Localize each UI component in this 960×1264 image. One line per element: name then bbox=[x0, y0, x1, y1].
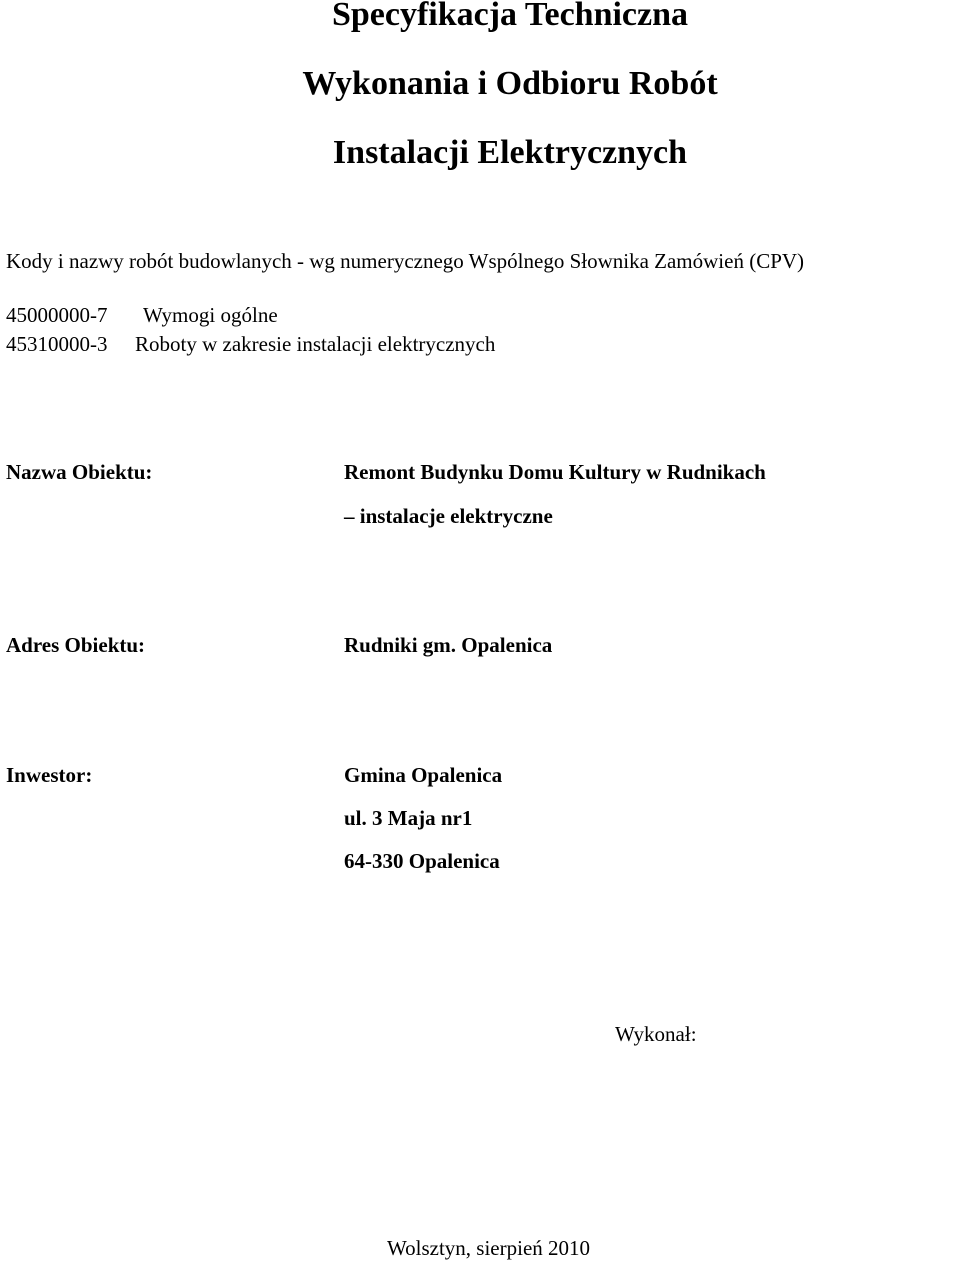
object-address-label: Adres Obiektu: bbox=[6, 633, 146, 657]
investor-line-1: Gmina Opalenica bbox=[344, 763, 503, 787]
title-line-3: Instalacji Elektrycznych bbox=[332, 134, 688, 171]
investor-line-2: ul. 3 Maja nr1 bbox=[344, 806, 473, 830]
investor-label: Inwestor: bbox=[6, 763, 93, 787]
cpv-name-2: Roboty w zakresie instalacji elektrycznych bbox=[135, 332, 496, 356]
object-name-line-2: – instalacje elektryczne bbox=[344, 504, 553, 528]
author-label: Wykonał: bbox=[615, 1022, 697, 1046]
object-address-value: Rudniki gm. Opalenica bbox=[344, 633, 553, 657]
object-name-label: Nazwa Obiektu: bbox=[6, 460, 153, 484]
investor-line-3: 64-330 Opalenica bbox=[344, 849, 500, 873]
cpv-code-2: 45310000-3 bbox=[6, 332, 108, 356]
cpv-code-1: 45000000-7 bbox=[6, 303, 108, 327]
cpv-heading: Kody i nazwy robót budowlanych - wg numerycznego Wspólnego Słownika Zamówień (CPV) bbox=[6, 249, 805, 273]
title-line-1: Specyfikacja Techniczna bbox=[331, 0, 689, 33]
cpv-name-1: Wymogi ogólne bbox=[143, 303, 278, 327]
object-name-line-1: Remont Budynku Domu Kultury w Rudnikach bbox=[344, 460, 766, 484]
title-line-2: Wykonania i Odbioru Robót bbox=[302, 65, 718, 102]
place-date: Wolsztyn, sierpień 2010 bbox=[387, 1236, 591, 1260]
